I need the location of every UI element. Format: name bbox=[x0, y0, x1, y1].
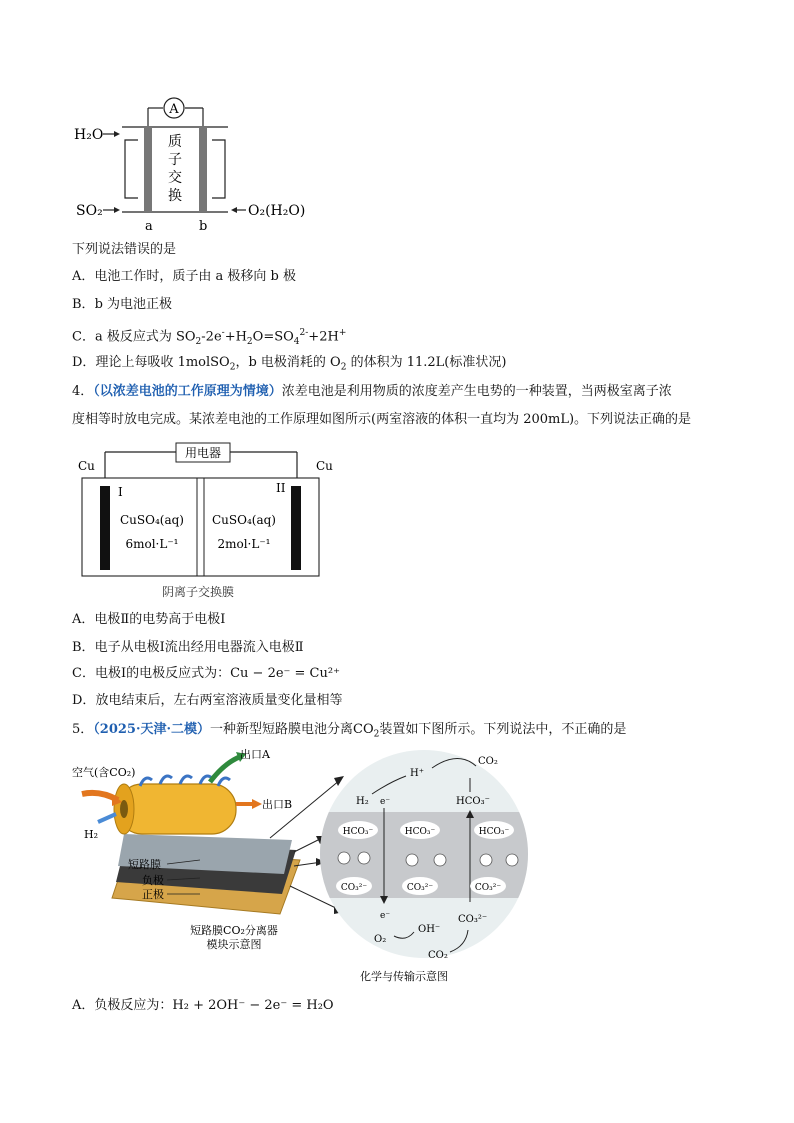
right-concentration: 2mol·L⁻¹ bbox=[217, 537, 271, 551]
q4-stem-line2: 度相等时放电完成。某浓差电池的工作原理如图所示(两室溶液的体积一直均为 200mL)。下列说法正确的是 bbox=[72, 412, 692, 427]
q4-option-b: B．电子从电极Ⅰ流出经用电器流入电极Ⅱ bbox=[72, 640, 304, 655]
q5-option-a: A．负极反应为：H₂ + 2OH⁻ − 2e⁻ = H₂O bbox=[72, 998, 334, 1013]
q3-stem: 下列说法错误的是 bbox=[72, 242, 177, 257]
co3-ion-1: CO₃²⁻ bbox=[340, 883, 368, 893]
roller-cylinder bbox=[118, 784, 236, 834]
q4-option-c: C．电极Ⅰ的电极反应式为：Cu − 2e⁻ = Cu²⁺ bbox=[72, 666, 340, 681]
q5-stem: 5．（2025·天津·二模）一种新型短路膜电池分离$CO_2$装置如下图所示。下列说法中，不正确的是 bbox=[72, 722, 627, 740]
right-solution: CuSO₄(aq) bbox=[212, 513, 276, 527]
hco3-top-label: HCO₃⁻ bbox=[456, 796, 490, 807]
electrode-i bbox=[100, 486, 110, 570]
membrane-label: 阴离子交换膜 bbox=[161, 585, 235, 599]
hco3-ion-2: HCO₃⁻ bbox=[404, 827, 436, 837]
electrode-i-label: I bbox=[118, 485, 123, 499]
co3-ion-2: CO₃²⁻ bbox=[406, 883, 434, 893]
co2-top-label: CO₂ bbox=[478, 756, 498, 767]
co3-bottom-label: CO₃²⁻ bbox=[458, 914, 488, 925]
q4-option-a: A．电极Ⅱ的电势高于电极Ⅰ bbox=[72, 612, 226, 627]
oh-label: OH⁻ bbox=[418, 924, 441, 935]
outlet-a-label: 出口A bbox=[240, 748, 270, 761]
svg-text:质: 质 bbox=[168, 134, 182, 150]
electrode-ii bbox=[291, 486, 301, 570]
q4-option-d: D．放电结束后，左右两室溶液质量变化量相等 bbox=[72, 693, 343, 708]
electrode-a bbox=[144, 127, 152, 212]
electrode-b bbox=[199, 127, 207, 212]
q5-membrane-diagram bbox=[0, 742, 794, 992]
o2-label: O₂ bbox=[374, 934, 387, 945]
q3-option-a: A．电池工作时，质子由 a 极移向 b 极 bbox=[72, 269, 296, 284]
e-top-label: e⁻ bbox=[380, 797, 391, 807]
left-solution: CuSO₄(aq) bbox=[120, 513, 184, 527]
left-cu-label: Cu bbox=[78, 459, 95, 473]
module-caption-line2: 模块示意图 bbox=[206, 938, 262, 951]
q3-option-c: C．a 极反应式为 $SO_2-2e^-+H_2O=SO_4^{2-}+2H^+$ bbox=[72, 328, 347, 347]
so2-input-label: SO₂ bbox=[76, 203, 103, 219]
svg-text:换: 换 bbox=[168, 188, 182, 204]
hco3-ion-3: HCO₃⁻ bbox=[478, 827, 510, 837]
air-label: 空气(含CO₂) bbox=[72, 766, 136, 779]
q3-option-b: B．b 为电池正极 bbox=[72, 297, 173, 312]
svg-text:子: 子 bbox=[168, 152, 182, 168]
q4-cell-diagram bbox=[0, 438, 794, 608]
positive-label: 正极 bbox=[142, 888, 164, 901]
hplus-label: H⁺ bbox=[410, 768, 424, 779]
left-concentration: 6mol·L⁻¹ bbox=[125, 537, 179, 551]
electrode-ii-label: II bbox=[276, 481, 286, 495]
electrode-a-label: a bbox=[145, 219, 153, 234]
module-caption-line1: 短路膜CO₂分离器 bbox=[190, 924, 278, 937]
hco3-ion-1: HCO₃⁻ bbox=[342, 827, 374, 837]
h2-inlet-arrow bbox=[98, 814, 116, 822]
membrane-label bbox=[168, 134, 182, 222]
q3-cell-diagram bbox=[0, 0, 794, 240]
co3-ion-3: CO₃²⁻ bbox=[474, 883, 502, 893]
negative-label: 负极 bbox=[142, 874, 164, 887]
e-bottom-label: e⁻ bbox=[380, 911, 391, 921]
q3-option-d: D．理论上每吸收 1molSO$_2$，b 电极消耗的 $O_2$ 的体积为 11.2L(标准状况) bbox=[72, 355, 507, 373]
ammeter-label: A bbox=[169, 102, 179, 117]
outlet-b-label: 出口B bbox=[262, 798, 293, 811]
q4-stem-line1: 4．（以浓差电池的工作原理为情境）浓差电池是利用物质的浓度差产生电势的一种装置，当两极室离子浓 bbox=[72, 384, 672, 399]
device-label: 用电器 bbox=[184, 446, 222, 460]
co2-bottom-label: CO₂ bbox=[428, 950, 448, 961]
right-cu-label: Cu bbox=[316, 459, 333, 473]
short-membrane-label: 短路膜 bbox=[128, 858, 161, 871]
right-caption: 化学与传输示意图 bbox=[360, 970, 448, 983]
electrode-b-label: b bbox=[199, 219, 208, 234]
o2-input-label: O₂(H₂O) bbox=[248, 203, 306, 219]
h2o-input-label: H₂O bbox=[74, 127, 104, 143]
h2-label: H₂ bbox=[84, 828, 99, 841]
svg-text:交: 交 bbox=[168, 170, 182, 186]
h2-anode-label: H₂ bbox=[356, 796, 369, 807]
